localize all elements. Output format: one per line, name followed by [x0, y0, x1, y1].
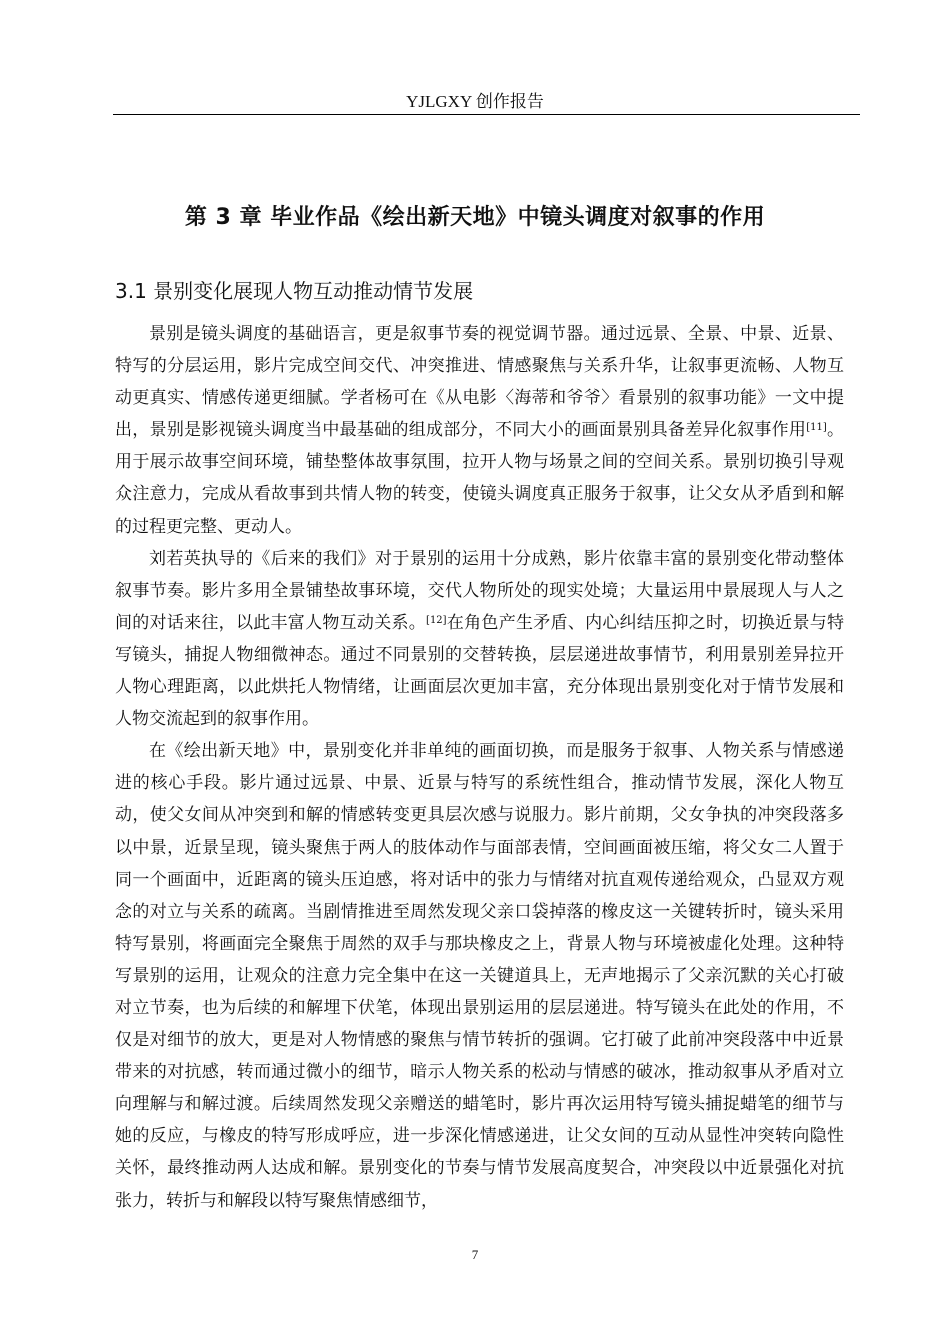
page-number: 7: [471, 1247, 479, 1262]
citation-11: [11]: [806, 422, 827, 434]
header-rule: [113, 114, 860, 115]
paragraph-3: 在《绘出新天地》中，景别变化并非单纯的画面切换，而是服务于叙事、人物关系与情感递进的核心手段。影片通过远景、中景、近景与特写的系统性组合，推动情节发展，深化人物互动，使父女间从冲突到和解的情感转变更具层次感与说服力。影片前期，父女争执的冲突段落多以中景，近景呈现，镜头聚焦于两人的肢体动作与面部表情，空间画面被压缩，将父女二人置于同一个画面中，近距离的镜头压迫感，将对话中的张力与情绪对抗直观传递给观众，凸显双方观念的对立与关系的疏离。当剧情推进至周然发现父亲口袋掉落的橡皮这一关键转折时，镜头采用特写景别，将画面完全聚焦于周然的双手与那块橡皮之上，背景人物与环境被虚化处理。这种特写景别的运用，让观众的注意力完全集中在这一关键道具上，无声地揭示了父亲沉默的关心打破对立节奏，也为后续的和解埋下伏笔，体现出景别运用的层层递进。特写镜头在此处的作用，不仅是对细节的放大，更是对人物情感的聚焦与情节转折的强调。它打破了此前冲突段落中中近景带来的对抗感，转而通过微小的细节，暗示人物关系的松动与情感的破冰，推动叙事从矛盾对立向理解与和解过渡。后续周然发现父亲赠送的蜡笔时，影片再次运用特写镜头捕捉蜡笔的细节与她的反应，与橡皮的特写形成呼应，进一步深化情感递进，让父女间的互动从显性冲突转向隐性关怀，最终推动两人达成和解。景别变化的节奏与情节发展高度契合，冲突段以中近景强化对抗张力，转折与和解段以特写聚焦情感细节，: [115, 741, 844, 1211]
running-header: YJLGXY 创作报告: [406, 92, 544, 111]
paragraph-2-text-b: 在角色产生矛盾、内心纠结压抑之时，切换近景与特写镜头，捕捉人物细微神态。通过不同景别的交替转换，层层递进故事情节，利用景别差异拉开人物心理距离，以此烘托人物情绪，让画面层次更加丰富，充分体现出景别变化对于情节发展和人物交流起到的叙事作用。: [115, 612, 845, 730]
paragraph-2: [115, 543, 844, 736]
body-text: [115, 318, 844, 1217]
paragraph-1-text-a: 景别是镜头调度的基础语言，更是叙事节奏的视觉调节器。通过远景、全景、中景、近景、特写的分层运用，影片完成空间交代、冲突推进、情感聚焦与关系升华，让叙事更流畅、人物互动更真实、情感传递更细腻。学者杨可在《从电影〈海蒂和爷爷〉看景别的叙事功能》一文中提出，景别是影视镜头调度当中最基础的组成部分，不同大小的画面景别具备差异化叙事作用: [115, 324, 844, 441]
paragraph-2-text-a: 刘若英执导的《后来的我们》对于景别的运用十分成熟，影片依靠丰富的景别变化带动整体叙事节奏。影片多用全景铺垫故事环境，交代人物所处的现实处境；大量运用中景展现人与人之间的对话来往，以此丰富人物互动关系。: [115, 548, 844, 633]
citation-12: [12]: [426, 614, 447, 626]
section-title: 3.1 景别变化展现人物互动推动情节发展: [115, 279, 474, 303]
chapter-title: 第 3 章 毕业作品《绘出新天地》中镜头调度对叙事的作用: [184, 205, 766, 230]
paragraph-1-text-b: 。用于展示故事空间环境，铺垫整体故事氛围，拉开人物与场景之间的空间关系。景别切换引导观众注意力，完成从看故事到共情人物的转变，使镜头调度真正服务于叙事，让父女从矛盾到和解的过程更完整、更动人。: [115, 420, 844, 537]
paragraph-1: [115, 318, 844, 543]
